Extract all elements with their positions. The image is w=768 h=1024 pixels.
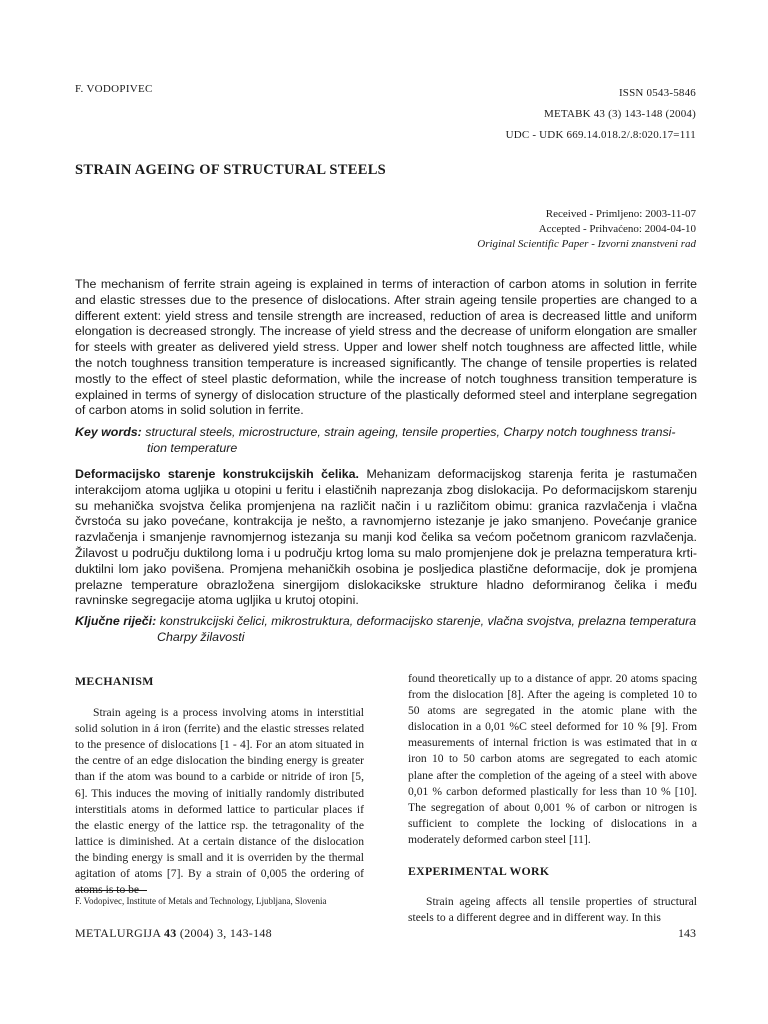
keywords-hr-label: Ključne riječi: <box>75 614 157 628</box>
keywords-hr-line1: konstrukcijski čelici, mikrostruktura, deformacijsko starenje, vlačna svojstva, prelazna temperatura <box>159 614 697 628</box>
alpha-symbol: α <box>690 736 697 750</box>
submission-dates <box>477 207 696 252</box>
abstract-english: The mechanism of ferrite strain ageing is explained in terms of interaction of carbon atoms in solution in ferrite and elastic stresses due to the presence of dislocations. After strain ageing tensile properties are changed to a different extent: yield stress and tensile strength are increased, reduction of area is decreased little and uniform elongation is decreased strongly. The increase of yield stress and the decrease of uniform elongation are smaller for steels with greater as delivered yield stress. Upper and lower shelf notch toughness are affected little, while the notch toughness transition temperature is increased significantly. The change of tensile properties is related mostly to the effect of steel plastic deformation, while the increase of notch toughness transition temperature is explained in terms of synergy of dislocation structure of the plastically deformed steel and interplane segregation of carbon atoms in solid solution in ferrite. <box>75 277 697 418</box>
abstract-croatian <box>75 467 697 609</box>
keywords-croatian <box>75 614 697 646</box>
abstract-croatian-title: Deformacijsko starenje konstrukcijskih čelika. <box>75 467 360 481</box>
keywords-hr-line2: Charpy žilavosti <box>157 629 245 644</box>
journal-info <box>506 83 696 146</box>
experimental-paragraph: Strain ageing affects all tensile properties of structural steels to a different degree and in different way. In this <box>408 895 697 925</box>
left-column <box>75 673 364 898</box>
right-column <box>408 671 697 926</box>
experimental-heading: EXPERIMENTAL WORK <box>408 864 550 879</box>
continuation-text-a: found theoretically up to a distance of appr. 20 atoms spacing from the dislocation [8]. After the ageing is completed 10 to 50 atoms are segregated in the atomic plane with the dislocation in a 0,01 %C steel deformed for 10 % [9]. From measurements of internal friction is was estimated that in <box>408 672 697 750</box>
journal-volume: 43 <box>163 926 177 940</box>
page-number: 143 <box>678 926 696 940</box>
paper-title: STRAIN AGEING OF STRUCTURAL STEELS <box>75 162 387 178</box>
keywords-label: Key words: <box>75 425 142 439</box>
mechanism-continuation <box>408 671 697 848</box>
issn: ISSN 0543-5846 <box>618 87 696 99</box>
abstract-croatian-text: Mehanizam deformacijskog starenja ferita je rastumačen interakcijom atoma ugljika u otopini u feritu i elastičnih naprezanja zbog dislokacija. Po deformacijskom starenju su mehanička svojstva čelika promjenjena na različit način i u različitom obimu: granica razvlačenja i vlačna čvrstoća su jako povećane, kontrakcija je nešto, a ravnomjerno istezanje je jako smanjeno. Povećanje granice razvlačenja i smanjenje ravnomjernog istezanja su manji kod čelika sa većom početnom granicom razvlačenja. Žilavost u području duktilong loma i u području krtog loma su malo promjenjene dok je prelazna temperatura krti-duktilni lom jako povišena. Promjena mehaničkih osobina je posljedica plastične deformacije, dok je promjena prelazne temperature obrazložena sinergijom dislokacikske strukture hladno deformiranog čelika i među ravninske segregacije atoma ugljika u krutoj otopini. <box>75 467 697 608</box>
keywords-english <box>75 425 697 457</box>
accepted-date: Accepted - Prihvaćeno: 2004-04-10 <box>538 223 696 235</box>
journal-issue: (2004) 3, 143-148 <box>176 926 272 940</box>
journal-name: METALURGIJA <box>75 926 164 940</box>
received-date: Received - Primljeno: 2003-11-07 <box>545 208 696 220</box>
author-footnote: F. Vodopivec, Institute of Metals and Technology, Ljubljana, Slovenia <box>75 896 327 906</box>
keywords-list-line1: structural steels, microstructure, strain ageing, tensile properties, Charpy notch toughness transi- <box>145 425 676 439</box>
metabk-citation: METABK 43 (3) 143-148 (2004) <box>544 108 696 120</box>
udc-code: UDC - UDK 669.14.018.2/.8:020.17=111 <box>505 129 696 141</box>
mechanism-heading: MECHANISM <box>75 674 154 688</box>
journal-footer <box>75 926 272 941</box>
author-header: F. VODOPIVEC <box>75 83 153 95</box>
keywords-list-line2: tion temperature <box>147 440 238 455</box>
footnote-divider <box>75 890 147 891</box>
mechanism-paragraph: Strain ageing is a process involving atoms in interstitial solid solution in á iron (ferrite) and the elastic stresses related to the presence of dislocations [1 - 4]. For an atom situated in the centre of an edge dislocation the binding energy is greater than if the atom was bound to a carbide or nitride of iron [5, 6]. This induces the moving of initially randomly distributed interstitials atoms in deformed lattice to particular places if the elastic energy of the lattice rsp. the tetragonality of the lattice is diminished. At a certain distance of the dislocation the binding energy is small and it is overriden by the thermal agitation of atoms [7]. By a strain of 0,005 the ordering of atoms is to be <box>75 706 364 897</box>
continuation-text-b: iron 10 to 50 carbon atoms are segregated to each atomic plane after the completion of the ageing of a steel with above 0,01 % carbon deformed plastically for less than 10 % [10]. The segregation of about 0,001 % of carbon or nitrogen is sufficient to complete the locking of dislocations in a moderately deformed carbon steel [11]. <box>408 752 697 846</box>
paper-type: Original Scientific Paper - Izvorni znanstveni rad <box>477 238 696 250</box>
